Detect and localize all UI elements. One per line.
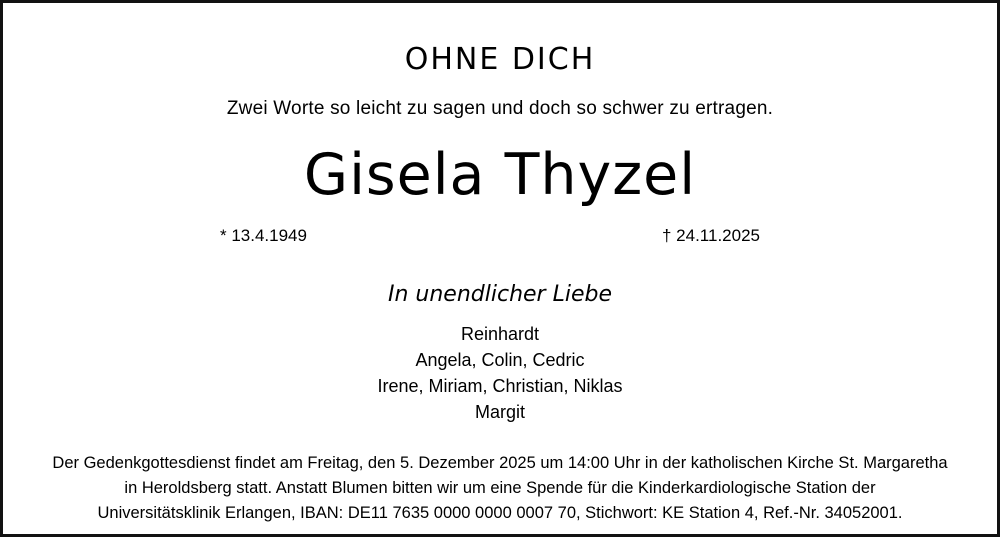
love-line: In unendlicher Liebe (388, 281, 612, 307)
service-details-line: Der Gedenkgottesdienst findet am Freitag, den 5. Dezember 2025 um 14:00 Uhr in der katholischen Kirche St. Margaretha (52, 454, 948, 473)
list-item: Irene, Miriam, Christian, Niklas (377, 376, 623, 397)
service-details (35, 451, 965, 525)
death-date: † 24.11.2025 (662, 225, 760, 245)
birth-date: * 13.4.1949 (220, 225, 307, 245)
dates-row (220, 226, 780, 246)
list-item: Angela, Colin, Cedric (415, 349, 585, 370)
list-item: Margit (474, 402, 525, 423)
deceased-name: Gisela Thyzel (303, 142, 697, 208)
service-details-line: Universitätsklinik Erlangen, IBAN: DE11 7635 0000 0000 0007 70, Stichwort: KE Station 4, Ref.-Nr. 34052001. (97, 503, 903, 522)
survivors-list (377, 321, 622, 425)
list-item: Reinhardt (460, 323, 540, 344)
headline: OHNE DICH (404, 42, 596, 77)
service-details-line: in Heroldsberg statt. Anstatt Blumen bitten wir um eine Spende für die Kinderkardiologische Station der (124, 478, 876, 497)
subline: Zwei Worte so leicht zu sagen und doch so schwer zu ertragen. (226, 98, 774, 119)
